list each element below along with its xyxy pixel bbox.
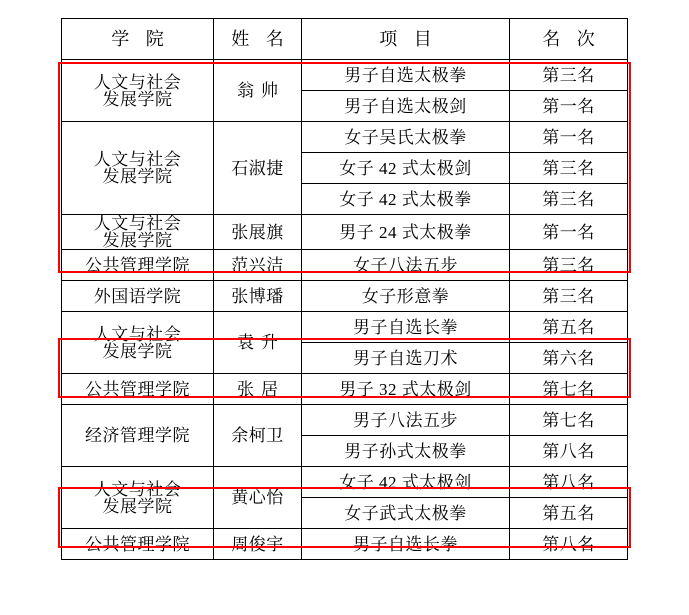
column-header-rank: 名 次 bbox=[510, 19, 628, 60]
cell-rank: 第七名 bbox=[510, 374, 628, 405]
table-body bbox=[62, 60, 628, 560]
cell-rank: 第八名 bbox=[510, 529, 628, 560]
cell-college: 人文与社会 发展学院 bbox=[62, 312, 214, 374]
cell-rank: 第五名 bbox=[510, 498, 628, 529]
cell-name: 黄心怡 bbox=[214, 467, 302, 529]
cell-name: 周俊宇 bbox=[214, 529, 302, 560]
cell-rank: 第三名 bbox=[510, 153, 628, 184]
cell-college: 公共管理学院 bbox=[62, 250, 214, 281]
cell-event: 男子自选太极拳 bbox=[302, 60, 510, 91]
column-header-event: 项 目 bbox=[302, 19, 510, 60]
cell-rank: 第八名 bbox=[510, 436, 628, 467]
cell-event: 男子 24 式太极拳 bbox=[302, 215, 510, 250]
cell-event: 女子武式太极拳 bbox=[302, 498, 510, 529]
competition-results-table bbox=[61, 18, 628, 560]
cell-name: 范兴洁 bbox=[214, 250, 302, 281]
table-row bbox=[62, 312, 628, 343]
cell-event: 女子形意拳 bbox=[302, 281, 510, 312]
cell-name: 翁帅 bbox=[214, 60, 302, 122]
cell-name: 石淑捷 bbox=[214, 122, 302, 215]
cell-college: 公共管理学院 bbox=[62, 374, 214, 405]
table-row bbox=[62, 250, 628, 281]
table-row bbox=[62, 215, 628, 250]
cell-rank: 第一名 bbox=[510, 122, 628, 153]
table-row bbox=[62, 122, 628, 153]
cell-name: 张博璠 bbox=[214, 281, 302, 312]
table-header bbox=[62, 19, 628, 60]
cell-college: 人文与社会 发展学院 bbox=[62, 467, 214, 529]
cell-rank: 第一名 bbox=[510, 91, 628, 122]
cell-name: 张展旗 bbox=[214, 215, 302, 250]
column-header-college: 学 院 bbox=[62, 19, 214, 60]
cell-event: 女子 42 式太极剑 bbox=[302, 153, 510, 184]
cell-rank: 第一名 bbox=[510, 215, 628, 250]
table-row bbox=[62, 281, 628, 312]
cell-name: 余柯卫 bbox=[214, 405, 302, 467]
cell-rank: 第六名 bbox=[510, 343, 628, 374]
table-row bbox=[62, 529, 628, 560]
cell-college: 公共管理学院 bbox=[62, 529, 214, 560]
cell-event: 男子孙式太极拳 bbox=[302, 436, 510, 467]
cell-event: 女子吴氏太极拳 bbox=[302, 122, 510, 153]
cell-event: 女子 42 式太极剑 bbox=[302, 467, 510, 498]
cell-event: 女子八法五步 bbox=[302, 250, 510, 281]
cell-college: 外国语学院 bbox=[62, 281, 214, 312]
cell-rank: 第三名 bbox=[510, 60, 628, 91]
cell-rank: 第五名 bbox=[510, 312, 628, 343]
cell-rank: 第三名 bbox=[510, 184, 628, 215]
table-header-row bbox=[62, 19, 628, 60]
table-row bbox=[62, 467, 628, 498]
cell-rank: 第八名 bbox=[510, 467, 628, 498]
column-header-name: 姓 名 bbox=[214, 19, 302, 60]
cell-event: 男子八法五步 bbox=[302, 405, 510, 436]
cell-college: 人文与社会 发展学院 bbox=[62, 60, 214, 122]
cell-event: 男子 32 式太极剑 bbox=[302, 374, 510, 405]
cell-rank: 第三名 bbox=[510, 250, 628, 281]
cell-rank: 第七名 bbox=[510, 405, 628, 436]
cell-name: 张居 bbox=[214, 374, 302, 405]
cell-event: 女子 42 式太极拳 bbox=[302, 184, 510, 215]
table-row bbox=[62, 405, 628, 436]
table-row bbox=[62, 60, 628, 91]
cell-event: 男子自选长拳 bbox=[302, 312, 510, 343]
cell-college: 人文与社会 发展学院 bbox=[62, 215, 214, 250]
cell-college: 人文与社会 发展学院 bbox=[62, 122, 214, 215]
cell-college: 经济管理学院 bbox=[62, 405, 214, 467]
cell-event: 男子自选太极剑 bbox=[302, 91, 510, 122]
cell-event: 男子自选长拳 bbox=[302, 529, 510, 560]
cell-rank: 第三名 bbox=[510, 281, 628, 312]
cell-event: 男子自选刀术 bbox=[302, 343, 510, 374]
cell-name: 袁升 bbox=[214, 312, 302, 374]
table-row bbox=[62, 374, 628, 405]
